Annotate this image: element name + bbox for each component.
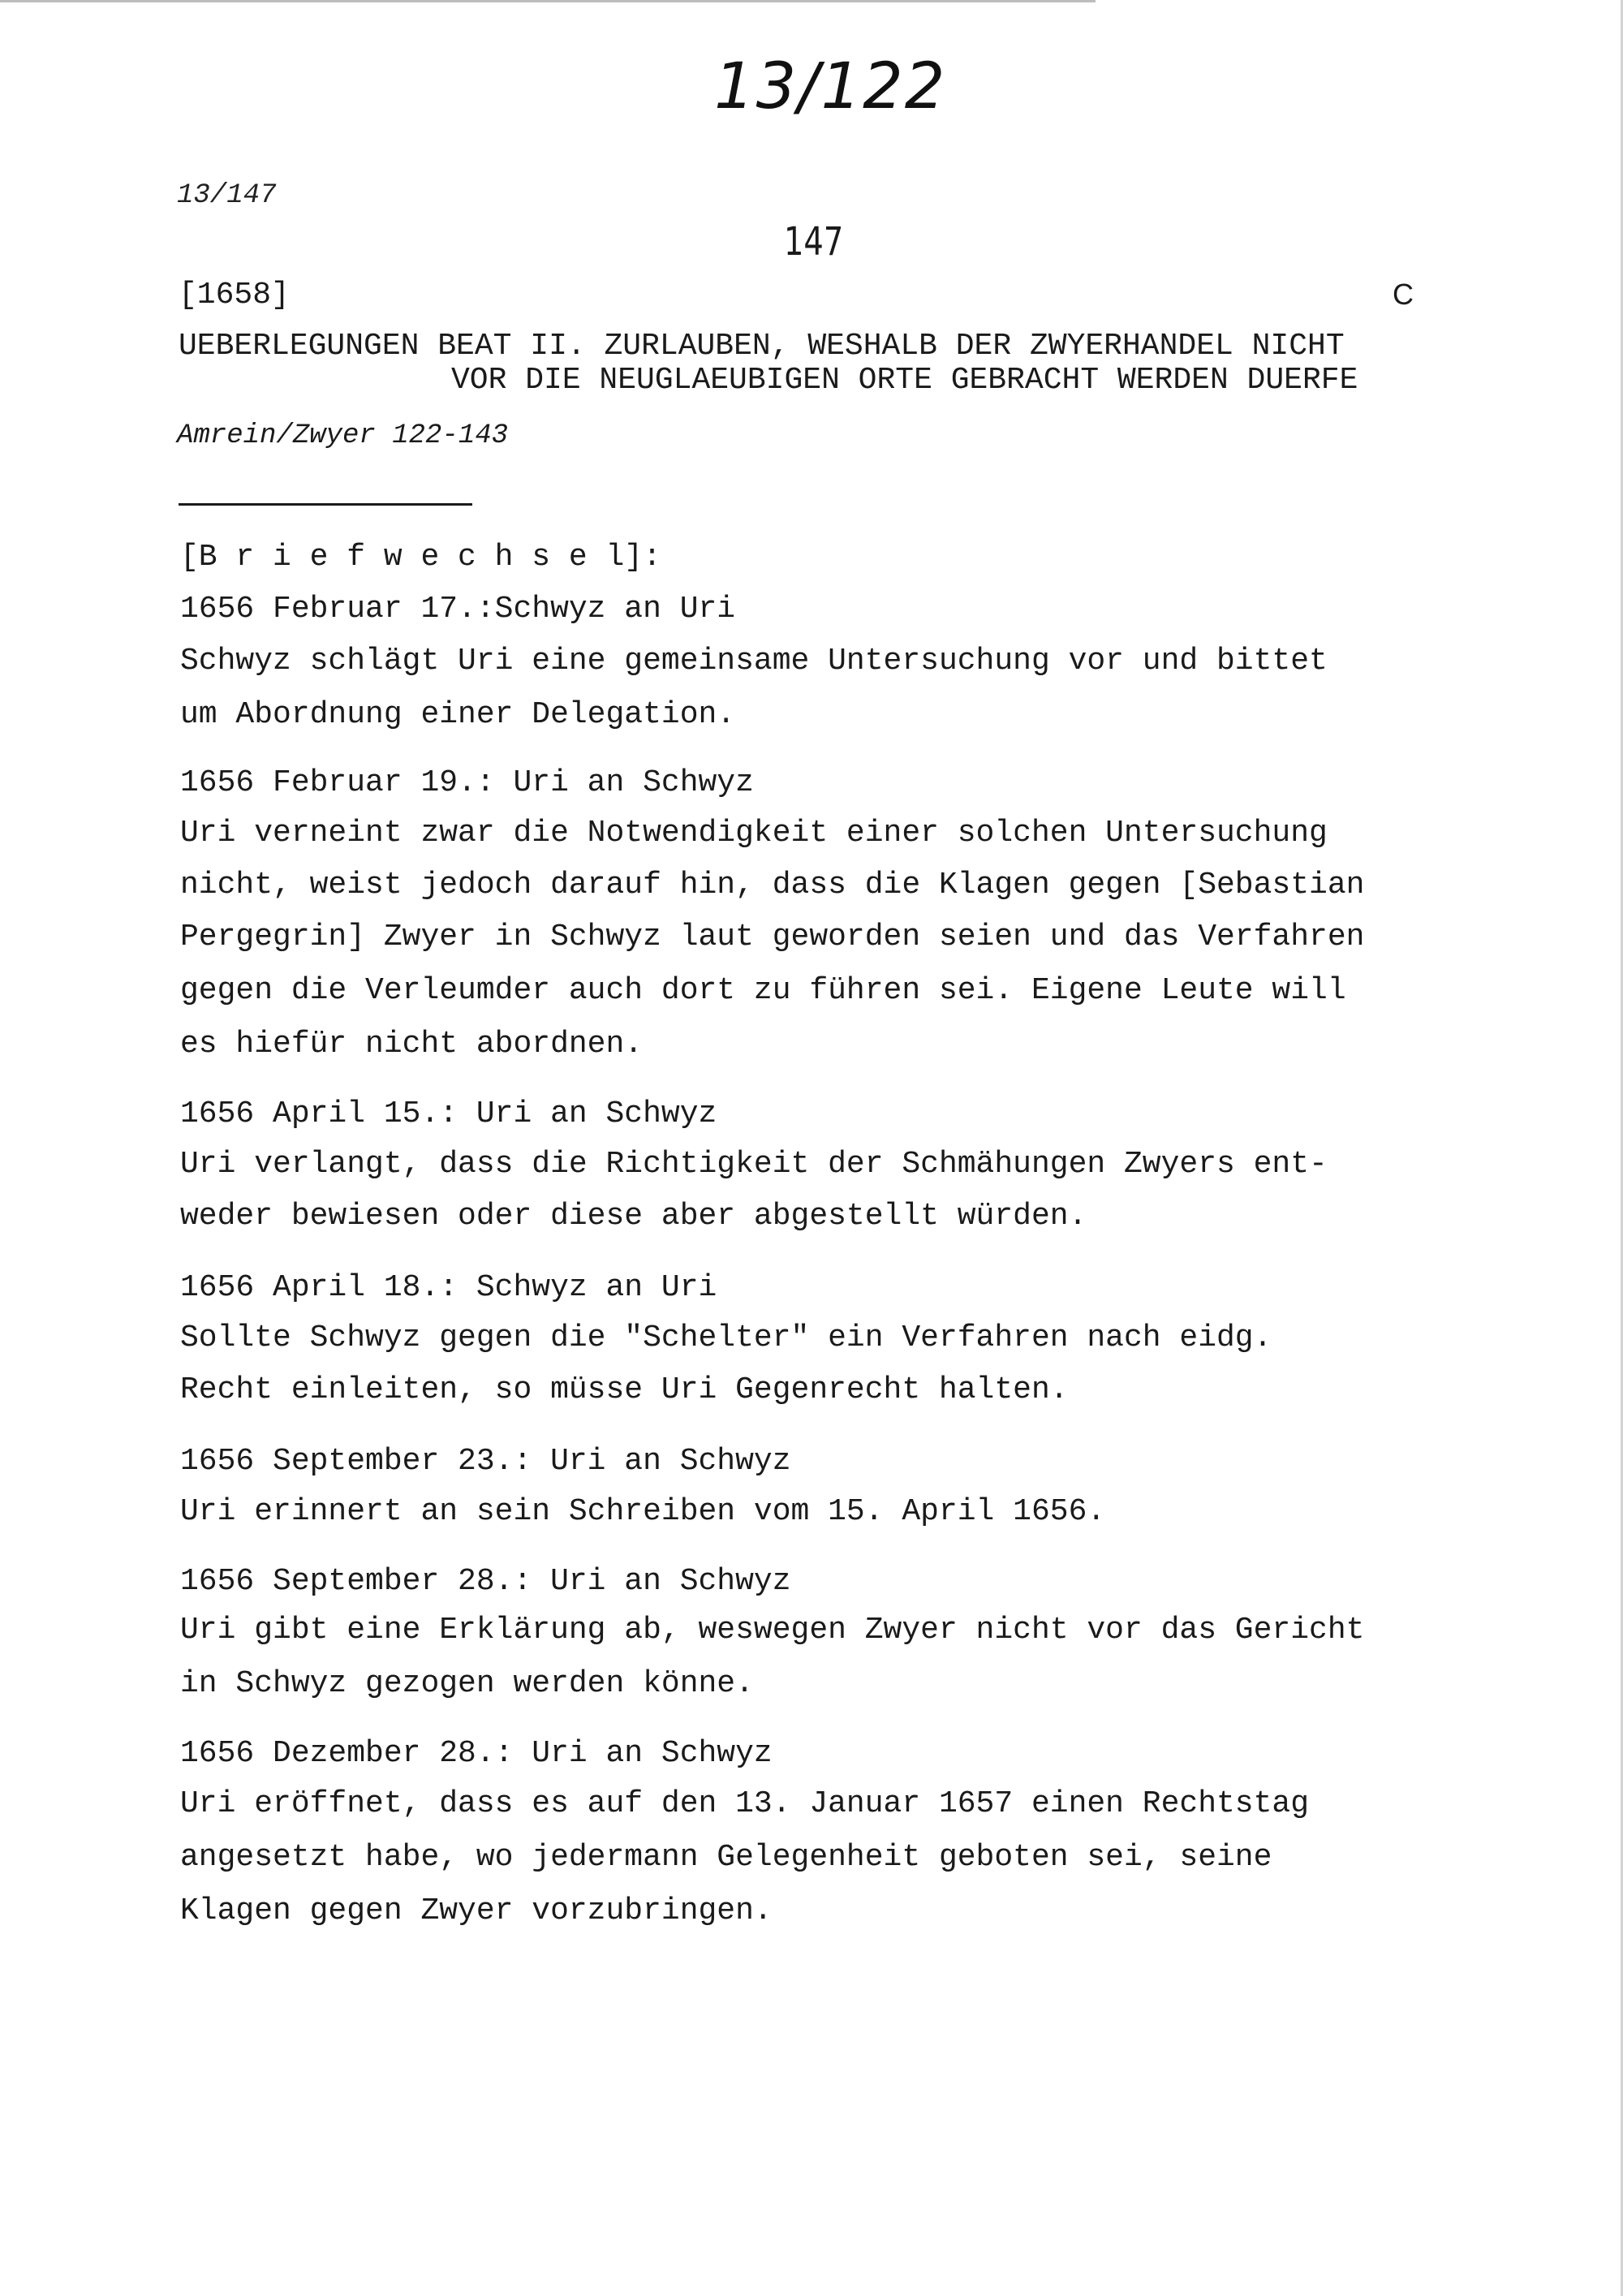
entry-heading: 1656 September 28.: Uri an Schwyz (180, 1564, 791, 1599)
document-title-line-2: VOR DIE NEUGLAEUBIGEN ORTE GEBRACHT WERDEN DUERFE (451, 363, 1358, 398)
entry-heading: 1656 April 18.: Schwyz an Uri (180, 1270, 717, 1305)
entry-heading: 1656 Februar 19.: Uri an Schwyz (180, 765, 754, 800)
entry-heading: 1656 September 23.: Uri an Schwyz (180, 1444, 791, 1479)
entry-line: Recht einleiten, so müsse Uri Gegenrecht halten. (180, 1372, 1069, 1407)
entry-line: nicht, weist jedoch darauf hin, dass die Klagen gegen [Sebastian (180, 868, 1365, 902)
entry-heading: 1656 Februar 17.:Schwyz an Uri (180, 592, 736, 627)
entry-heading: 1656 Dezember 28.: Uri an Schwyz (180, 1736, 773, 1771)
entry-line: in Schwyz gezogen werden könne. (180, 1666, 754, 1701)
entry-line: Schwyz schlägt Uri eine gemeinsame Untersuchung vor und bittet (180, 644, 1328, 678)
entry-line: es hiefür nicht abordnen. (180, 1027, 644, 1062)
entry-line: gegen die Verleumder auch dort zu führen sei. Eigene Leute will (180, 973, 1346, 1008)
entry-line: Sollte Schwyz gegen die "Schelter" ein Verfahren nach eidg. (180, 1320, 1272, 1355)
entry-line: Uri erinnert an sein Schreiben vom 15. April 1656. (180, 1494, 1106, 1529)
entry-line: Uri eröffnet, dass es auf den 13. Januar 1657 einen Rechtstag (180, 1786, 1310, 1821)
entry-line: Uri verneint zwar die Notwendigkeit einer solchen Untersuchung (180, 816, 1328, 851)
stamp-number: 13/147 (177, 180, 277, 211)
section-heading: [B r i e f w e c h s e l]: (180, 540, 661, 575)
entry-line: Uri gibt eine Erklärung ab, weswegen Zwyer nicht vor das Gericht (180, 1613, 1365, 1648)
page-number: 147 (784, 219, 844, 265)
scan-edge-top (0, 0, 1096, 2)
document-letter: C (1393, 278, 1414, 311)
entry-heading: 1656 April 15.: Uri an Schwyz (180, 1096, 717, 1131)
entry-line: angesetzt habe, wo jedermann Gelegenheit geboten sei, seine (180, 1840, 1272, 1875)
handwritten-archive-number: 13/122 (714, 50, 947, 123)
entry-line: Klagen gegen Zwyer vorzubringen. (180, 1893, 773, 1928)
entry-line: Uri verlangt, dass die Richtigkeit der Schmähungen Zwyers ent- (180, 1147, 1328, 1182)
divider-rule (179, 503, 472, 506)
entry-line: um Abordnung einer Delegation. (180, 697, 736, 732)
entry-line: Pergegrin] Zwyer in Schwyz laut geworden seien und das Verfahren (180, 920, 1365, 954)
document-title-line-1: UEBERLEGUNGEN BEAT II. ZURLAUBEN, WESHALB DER ZWYERHANDEL NICHT (179, 329, 1345, 364)
document-date: [1658] (179, 278, 290, 312)
entry-line: weder bewiesen oder diese aber abgestellt würden. (180, 1199, 1087, 1234)
source-reference: Amrein/Zwyer 122-143 (177, 420, 509, 451)
